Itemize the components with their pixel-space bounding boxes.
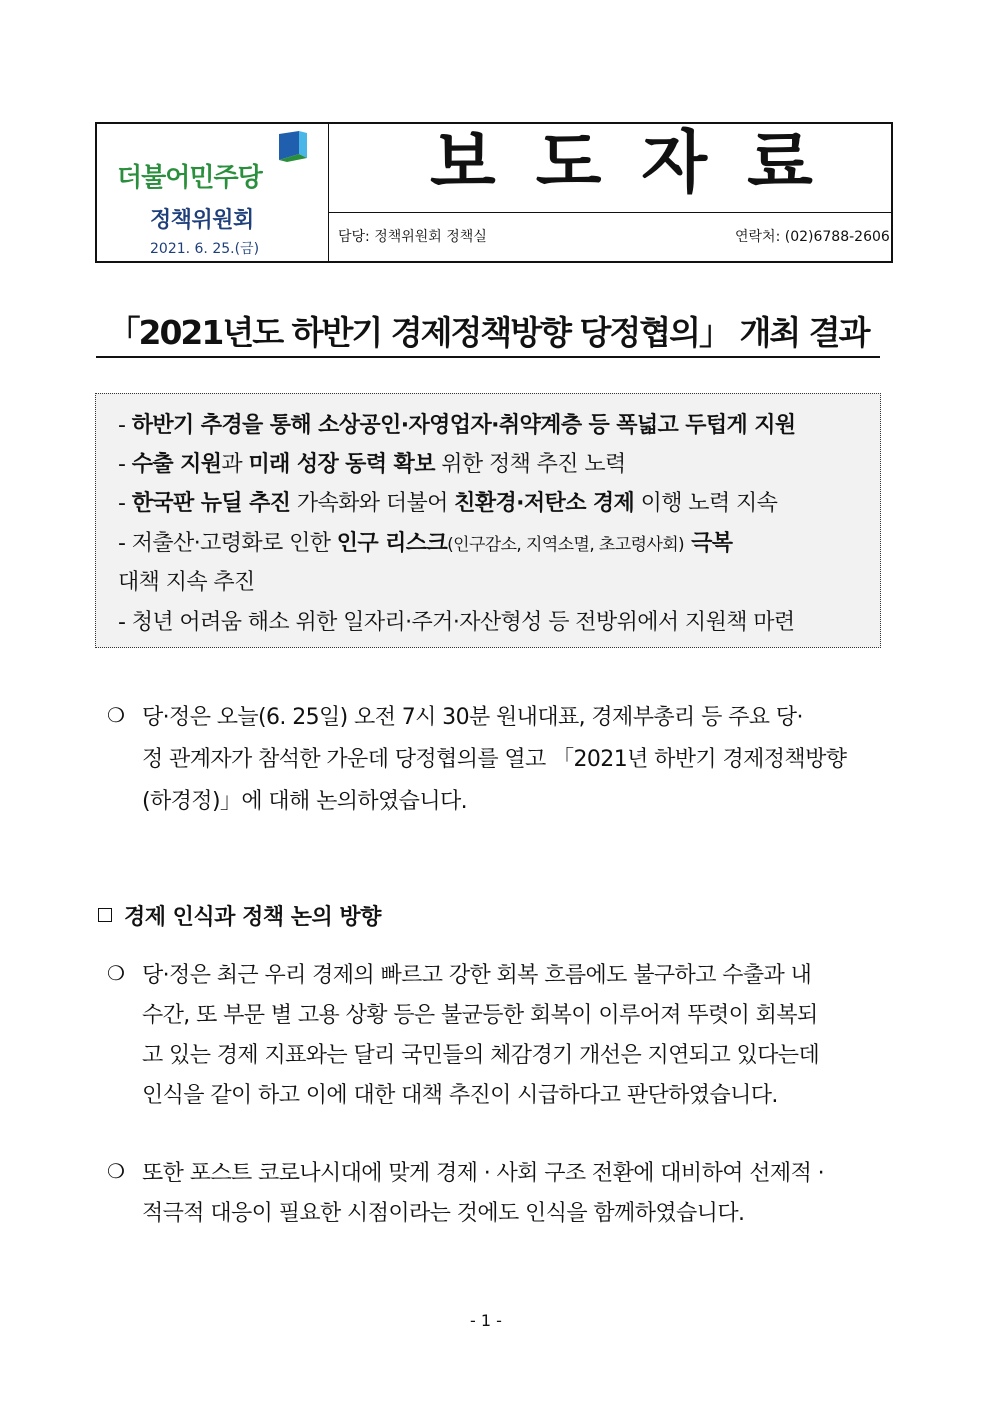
summary-segment: - <box>118 452 132 477</box>
section-heading-text: 경제 인식과 정책 논의 방향 <box>124 905 381 930</box>
summary-segment: 이행 노력 지속 <box>634 491 778 516</box>
summary-segment: 수출 지원 <box>131 452 222 477</box>
summary-segment: 인구 리스크 <box>336 531 448 556</box>
summary-segment: 하반기 추경을 통해 소상공인·자영업자·취약계층 등 폭넓고 두텁게 지원 <box>131 413 796 438</box>
summary-item <box>118 526 732 557</box>
summary-segment: 가속화와 더불어 <box>290 491 455 516</box>
summary-segment: 과 <box>221 452 249 477</box>
contact-phone: 연락처: (02)6788-2606 <box>735 229 890 245</box>
page-number: - 1 - <box>470 1311 502 1330</box>
release-date: 2021. 6. 25.(금) <box>150 241 260 257</box>
party-logo-icon <box>277 130 309 162</box>
summary-item <box>118 408 796 439</box>
para1-line: 정 관계자가 참석한 가운데 당정협의를 열고 「2021년 하반기 경제정책방향 <box>142 747 847 772</box>
section-heading <box>98 900 381 931</box>
summary-segment: - 청년 어려움 해소 위한 일자리·주거·자산형성 등 전방위에서 지원책 마련 <box>118 610 795 635</box>
press-release-title: 보도자료 <box>430 124 853 203</box>
summary-segment: 극복 <box>684 531 733 556</box>
para1-line: (하경정)」에 대해 논의하였습니다. <box>142 789 468 814</box>
contact-department: 담당: 정책위원회 정책실 <box>338 229 487 245</box>
circle-bullet-icon: ❍ <box>107 1159 125 1183</box>
header-divider <box>329 212 891 213</box>
summary-segment: - 저출산·고령화로 인한 <box>118 531 337 556</box>
summary-segment: 대책 지속 추진 <box>118 570 255 595</box>
title-underline <box>96 356 880 358</box>
para2-line: 수간, 또 부문 별 고용 상황 등은 불균등한 회복이 이루어져 뚜렷이 회복되 <box>142 1003 818 1028</box>
summary-item <box>118 447 626 478</box>
para1-line: 당·정은 오늘(6. 25일) 오전 7시 30분 원내대표, 경제부총리 등 주요 당· <box>142 705 803 730</box>
para3-line: 적극적 대응이 필요한 시점이라는 것에도 인식을 함께하였습니다. <box>142 1201 745 1226</box>
document-title: 「2021년도 하반기 경제정책방향 당정협의」 개최 결과 <box>107 313 869 352</box>
summary-segment: 위한 정책 추진 노력 <box>434 452 626 477</box>
para3-line: 또한 포스트 코로나시대에 맞게 경제 · 사회 구조 전환에 대비하여 선제적 · <box>142 1161 825 1186</box>
square-bullet-icon <box>98 908 112 922</box>
para2-line: 고 있는 경제 지표와는 달리 국민들의 체감경기 개선은 지연되고 있다는데 <box>142 1043 820 1068</box>
summary-item <box>118 605 795 636</box>
summary-segment: 미래 성장 동력 확보 <box>248 452 435 477</box>
summary-item <box>118 486 777 517</box>
circle-bullet-icon: ❍ <box>107 703 125 727</box>
para2-line: 당·정은 최근 우리 경제의 빠르고 강한 회복 흐름에도 불구하고 수출과 내 <box>142 963 812 988</box>
circle-bullet-icon: ❍ <box>107 961 125 985</box>
summary-segment: - <box>118 413 132 438</box>
summary-item <box>118 565 255 596</box>
para2-line: 인식을 같이 하고 이에 대한 대책 추진이 시급하다고 판단하였습니다. <box>142 1083 778 1108</box>
summary-segment: 친환경·저탄소 경제 <box>454 491 635 516</box>
party-name: 더불어민주당 <box>117 163 262 193</box>
committee-name: 정책위원회 <box>150 208 254 233</box>
summary-segment: (인구감소, 지역소멸, 초고령사회) <box>447 535 685 555</box>
summary-segment: - <box>118 491 132 516</box>
summary-segment: 한국판 뉴딜 추진 <box>131 491 291 516</box>
